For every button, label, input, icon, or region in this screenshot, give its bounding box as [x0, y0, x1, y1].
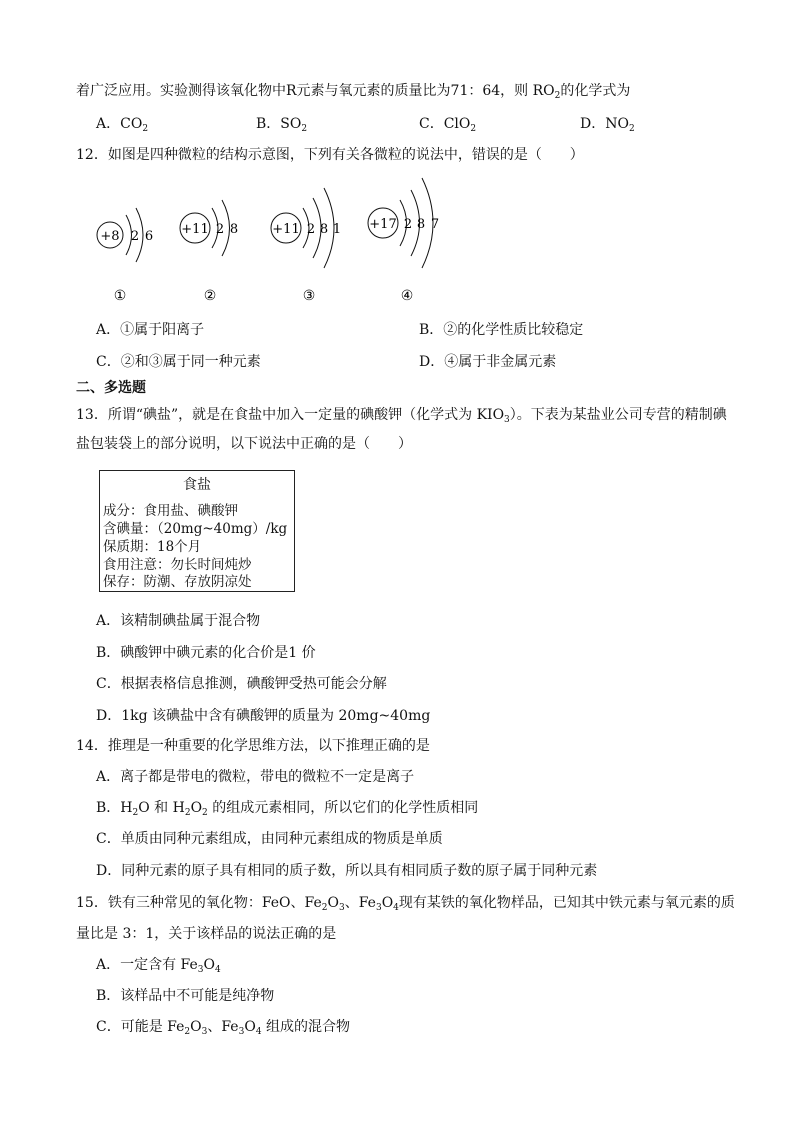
particle-3-shell-1: 2: [306, 222, 316, 237]
q12-option-b[interactable]: B．②的化学性质比较稳定: [419, 322, 584, 338]
q11-option-b[interactable]: B．$SO_2$: [256, 116, 308, 134]
q12-option-a[interactable]: A．①属于阳离子: [96, 322, 205, 338]
particle-1-nucleus: +8: [100, 229, 120, 244]
q14-option-d[interactable]: D．同种元素的原子具有相同的质子数，所以具有相同质子数的原子属于同种元素: [96, 863, 598, 879]
q14-option-a[interactable]: A．离子都是带电的微粒，带电的微粒不一定是离子: [96, 769, 415, 785]
particle-1-shell-2: 6: [144, 229, 154, 244]
q13-stem-line-1: 13．所谓“碘盐”，就是在食盐中加入一定量的碘酸钾（化学式为 $KIO_3$）。下表为某盐业公司专营的精制碘: [76, 407, 727, 425]
q11-option-d[interactable]: D．$NO_2$: [580, 116, 635, 134]
q11-stem-tail: 着广泛应用。实验测得该氧化物中R元素与氧元素的质量比为71：64，则 $RO_2$的化学式为: [76, 83, 631, 101]
q13-option-c[interactable]: C．根据表格信息推测，碘酸钾受热可能会分解: [96, 676, 387, 692]
q15-option-b[interactable]: B．该样品中不可能是纯净物: [96, 988, 275, 1004]
q11-option-a[interactable]: A．$CO_2$: [96, 116, 149, 134]
q11-option-c[interactable]: C．ClO$_2$: [419, 116, 477, 134]
particle-3-nucleus: +11: [272, 222, 300, 237]
salt-label-title: 食盐: [183, 477, 211, 493]
q13-option-b[interactable]: B．碘酸钾中碘元素的化合价是1 价: [96, 645, 316, 661]
salt-label-row: 成分：食用盐、碘酸钾: [103, 503, 238, 519]
particle-3-label: ③: [302, 288, 316, 304]
particle-4-nucleus: +17: [369, 217, 397, 232]
q14-option-b[interactable]: B．$H_2O$ 和 $H_2O_2$ 的组成元素相同，所以它们的化学性质相同: [96, 800, 479, 818]
q15-stem-line-1: 15．铁有三种常见的氧化物：FeO、$Fe_2O_3$、$Fe_3O_4$现有某铁的氧化物样品，已知其中铁元素与氧元素的质: [76, 895, 735, 913]
q13-option-a[interactable]: A．该精制碘盐属于混合物: [96, 613, 261, 629]
salt-label-row: 保质期：18个月: [103, 539, 202, 555]
q12-option-c[interactable]: C．②和③属于同一种元素: [96, 354, 261, 370]
particle-4-shell-2: 8: [416, 217, 426, 232]
q12-stem: 12．如图是四种微粒的结构示意图，下列有关各微粒的说法中，错误的是（ ）: [76, 147, 584, 163]
q15-option-c[interactable]: C．可能是 $Fe_2O_3$、$Fe_3O_4$ 组成的混合物: [96, 1019, 350, 1037]
q12-option-d[interactable]: D．④属于非金属元素: [419, 354, 557, 370]
atom-structure-diagrams: [0, 170, 794, 310]
particle-4-shell-3: 7: [430, 217, 440, 232]
q14-option-c[interactable]: C．单质由同种元素组成，由同种元素组成的物质是单质: [96, 831, 443, 847]
q15-option-a[interactable]: A．一定含有 $Fe_3O_4$: [96, 957, 221, 975]
q13-stem-line-2: 盐包装袋上的部分说明，以下说法中正确的是（ ）: [76, 436, 412, 452]
salt-label-row: 食用注意：勿长时间炖炒: [103, 557, 252, 573]
salt-label-row: 保存：防潮、存放阴凉处: [103, 574, 252, 590]
particle-2-shell-1: 2: [215, 222, 225, 237]
q13-option-d[interactable]: D．1kg 该碘盐中含有碘酸钾的质量为 20mg~40mg: [96, 708, 431, 724]
particle-2-label: ②: [203, 288, 217, 304]
particle-4-shell-1: 2: [403, 217, 413, 232]
salt-label-row: 含碘量：（20mg~40mg）/kg: [103, 521, 288, 537]
section-title-multiple-choice: 二、多选题: [76, 380, 146, 396]
particle-1-shell-1: 2: [130, 229, 140, 244]
particle-4-label: ④: [400, 288, 414, 304]
particle-2-nucleus: +11: [181, 222, 209, 237]
salt-label-box: [99, 470, 295, 592]
particle-3-shell-2: 8: [319, 222, 329, 237]
q14-stem: 14．推理是一种重要的化学思维方法，以下推理正确的是: [76, 738, 430, 754]
particle-1-label: ①: [113, 288, 127, 304]
particle-2-shell-2: 8: [229, 222, 239, 237]
particle-3-shell-3: 1: [332, 222, 342, 237]
q15-stem-line-2: 量比是 3：1，关于该样品的说法正确的是: [76, 926, 337, 942]
